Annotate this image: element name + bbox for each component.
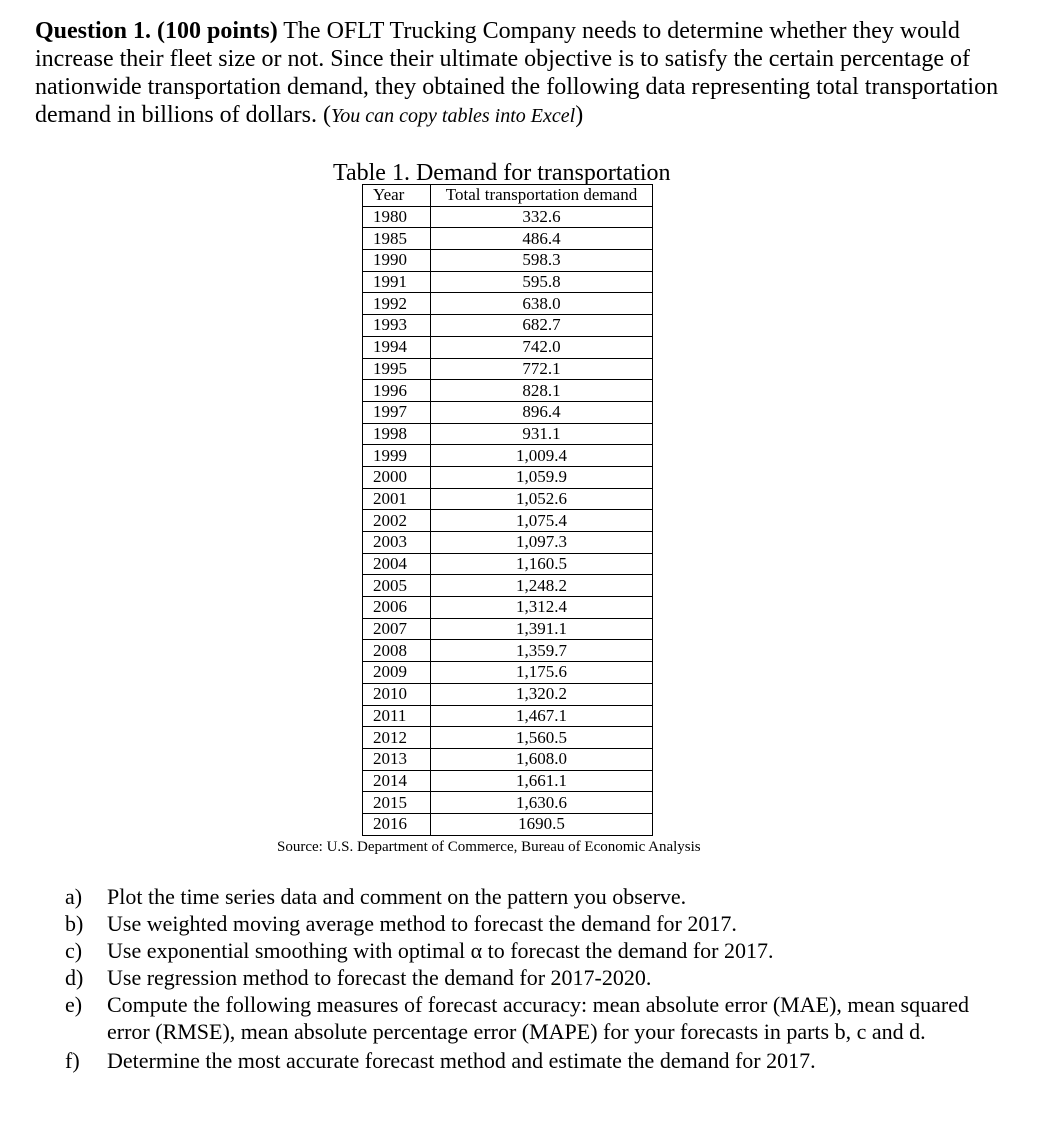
demand-cell: 1,075.4 [431,510,653,532]
table-title: Table 1. Demand for transportation [333,160,671,186]
part-marker: e) [65,992,83,1017]
table-row [363,813,653,835]
demand-cell: 1,160.5 [431,553,653,575]
demand-cell: 332.6 [431,206,653,228]
table-row [363,532,653,554]
year-cell: 1996 [363,380,431,402]
demand-cell: 1,359.7 [431,640,653,662]
year-cell: 1985 [363,228,431,250]
table-row [363,466,653,488]
table-row [363,705,653,727]
demand-cell: 1690.5 [431,813,653,835]
table-row [363,510,653,532]
question-body: The OFLT Trucking Company needs to determine whether they would increase their fleet size or not. Since their ultimate objective is to satisfy the certain percentage of nationwide transportation demand, they obtained the following data representing total transportation demand in billions of dollars. ( [35,18,999,128]
year-cell: 2012 [363,727,431,749]
table-row [363,380,653,402]
year-cell: 2002 [363,510,431,532]
table-row [363,401,653,423]
year-cell: 1995 [363,358,431,380]
year-cell: 2008 [363,640,431,662]
demand-cell: 931.1 [431,423,653,445]
part-text: Use regression method to forecast the demand for 2017-2020. [107,965,652,990]
year-cell: 1993 [363,315,431,337]
table-row [363,336,653,358]
part-marker: f) [65,1048,80,1073]
demand-cell: 1,097.3 [431,532,653,554]
table-row [363,358,653,380]
table-row [363,792,653,814]
question-close: ) [575,102,584,128]
demand-cell: 1,312.4 [431,597,653,619]
table-row [363,315,653,337]
year-cell: 2015 [363,792,431,814]
question-part [65,1047,975,1074]
question-heading: Question 1. (100 points) [35,18,278,44]
year-cell: 1997 [363,401,431,423]
question-part [65,883,975,910]
year-cell: 2007 [363,618,431,640]
demand-cell: 486.4 [431,228,653,250]
demand-cell: 896.4 [431,401,653,423]
year-cell: 2003 [363,532,431,554]
demand-cell: 1,175.6 [431,662,653,684]
demand-cell: 1,059.9 [431,466,653,488]
demand-table-body [363,206,653,835]
year-cell: 2013 [363,748,431,770]
table-row [363,727,653,749]
year-cell: 1991 [363,271,431,293]
year-cell: 2006 [363,597,431,619]
question-note: You can copy tables into Excel [330,105,576,127]
demand-cell: 1,009.4 [431,445,653,467]
year-cell: 1998 [363,423,431,445]
demand-cell: 1,052.6 [431,488,653,510]
demand-cell: 1,248.2 [431,575,653,597]
year-cell: 1992 [363,293,431,315]
demand-cell: 772.1 [431,358,653,380]
table-row [363,662,653,684]
demand-cell: 1,630.6 [431,792,653,814]
year-cell: 2014 [363,770,431,792]
table-row [363,293,653,315]
question-part [65,991,975,1045]
year-cell: 2005 [363,575,431,597]
table-row [363,271,653,293]
year-cell: 2000 [363,466,431,488]
question-text [35,17,1025,130]
demand-cell: 1,320.2 [431,683,653,705]
table-row [363,488,653,510]
table-row [363,748,653,770]
table-row [363,445,653,467]
demand-table [362,184,653,836]
question-part [65,937,975,964]
year-cell: 2016 [363,813,431,835]
demand-cell: 598.3 [431,250,653,272]
table-row [363,618,653,640]
table-row [363,770,653,792]
demand-cell: 595.8 [431,271,653,293]
part-marker: c) [65,938,83,963]
demand-column-header: Total transportation demand [431,185,653,207]
year-cell: 2004 [363,553,431,575]
year-cell: 1990 [363,250,431,272]
demand-cell: 742.0 [431,336,653,358]
year-cell: 1980 [363,206,431,228]
demand-cell: 828.1 [431,380,653,402]
demand-cell: 1,391.1 [431,618,653,640]
part-text: Use weighted moving average method to forecast the demand for 2017. [107,911,737,936]
table-header-row [363,185,653,207]
table-row [363,228,653,250]
demand-cell: 638.0 [431,293,653,315]
year-cell: 2010 [363,683,431,705]
demand-cell: 1,467.1 [431,705,653,727]
demand-cell: 1,661.1 [431,770,653,792]
question-parts [65,883,975,1074]
table-row [363,575,653,597]
part-marker: a) [65,884,83,909]
table-row [363,250,653,272]
question-part [65,964,975,991]
table-row [363,206,653,228]
year-cell: 1994 [363,336,431,358]
table-source: Source: U.S. Department of Commerce, Bureau of Economic Analysis [277,839,701,855]
year-cell: 1999 [363,445,431,467]
table-row [363,553,653,575]
demand-cell: 1,560.5 [431,727,653,749]
part-marker: d) [65,965,84,990]
year-column-header: Year [363,185,431,207]
part-text: Determine the most accurate forecast method and estimate the demand for 2017. [107,1048,816,1073]
part-marker: b) [65,911,84,936]
table-row [363,423,653,445]
question-part [65,910,975,937]
part-text: Use exponential smoothing with optimal α to forecast the demand for 2017. [107,938,774,963]
table-row [363,640,653,662]
demand-cell: 682.7 [431,315,653,337]
table-row [363,597,653,619]
year-cell: 2009 [363,662,431,684]
table-row [363,683,653,705]
year-cell: 2001 [363,488,431,510]
year-cell: 2011 [363,705,431,727]
demand-cell: 1,608.0 [431,748,653,770]
part-text: Compute the following measures of forecast accuracy: mean absolute error (MAE), mean squared error (RMSE), mean absolute percentage error (MAPE) for your forecasts in parts b, c and d. [107,992,969,1044]
part-text: Plot the time series data and comment on the pattern you observe. [107,884,687,909]
